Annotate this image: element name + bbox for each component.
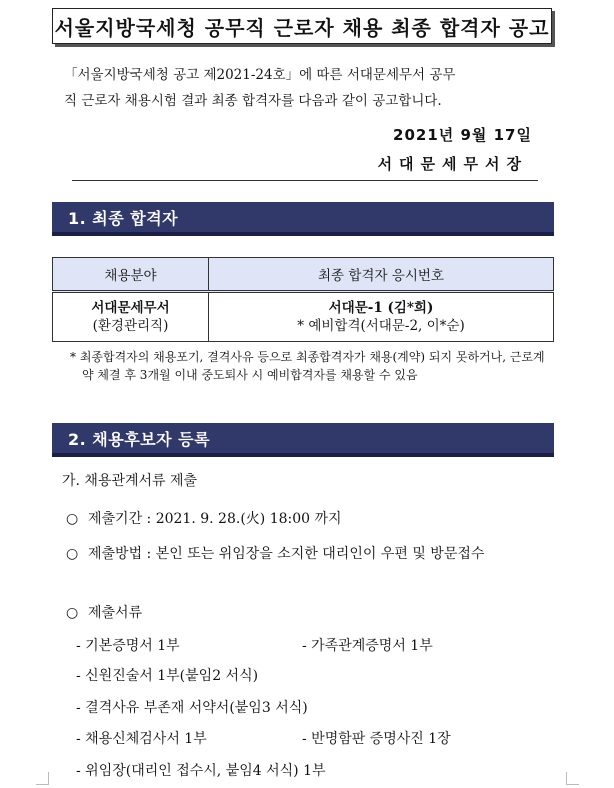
section-header-registration: 2. 채용후보자 등록	[52, 423, 554, 457]
subheading-documents: 가. 채용관계서류 제출	[62, 473, 198, 489]
bullet-text: 제출방법 : 본인 또는 위임장을 소지한 대리인이 우편 및 방문접수	[88, 546, 485, 562]
column-header-result: 최종 합격자 응시번호	[209, 258, 554, 292]
document-item: - 위임장(대리인 접수시, 붙임4 서식) 1부	[76, 763, 326, 779]
document-item: - 결격사유 부존재 서약서(붙임3 서식)	[76, 700, 308, 716]
document-row	[76, 759, 546, 783]
circle-bullet-icon: ○	[66, 546, 79, 562]
final-passer: 서대문-1 (김*희)	[328, 300, 434, 316]
document-item: - 반명함판 증명사진 1장	[302, 731, 451, 747]
page-title: 서울지방국세청 공무직 근로자 채용 최종 합격자 공고	[52, 8, 552, 44]
reserve-passer: * 예비합격(서대문-2, 이*순)	[297, 318, 465, 334]
circle-bullet-icon: ○	[66, 511, 79, 527]
intro-line-1: 「서울지방국세청 공고 제2021-24호」에 따른 서대문세무서 공무	[64, 67, 456, 83]
document-item: - 신원진술서 1부(붙임2 서식)	[76, 668, 259, 684]
final-results-table	[52, 257, 554, 342]
divider	[72, 180, 538, 181]
field-cell	[53, 292, 209, 342]
table-header-row	[53, 258, 554, 292]
section-header-final-results: 1. 최종 합격자	[52, 202, 554, 236]
table-row	[53, 292, 554, 342]
bullet-text: 제출서류	[88, 605, 143, 621]
document-item: - 기본증명서 1부	[76, 638, 180, 654]
reserve-note: * 최종합격자의 채용포기, 결격사유 등으로 최종합격자가 채용(계약) 되지 못하거나, 근로계약 체결 후 3개월 이내 중도퇴사 시 예비합격자를 채용할 수 있음	[70, 350, 545, 382]
circle-bullet-icon: ○	[66, 605, 79, 621]
page-corner-mark	[566, 772, 579, 785]
document-row	[76, 664, 546, 688]
bullet-method	[66, 541, 558, 567]
field-job: (환경관리직)	[92, 318, 169, 334]
intro-paragraph	[64, 62, 542, 114]
document-row	[76, 634, 546, 658]
bullet-text: 제출기간 : 2021. 9. 28.(火) 18:00 까지	[88, 511, 342, 527]
intro-line-2: 직 근로자 채용시험 결과 최종 합격자를 다음과 같이 공고합니다.	[64, 93, 442, 109]
document-row	[76, 696, 546, 720]
signer-name: 서대문세무서장	[377, 155, 528, 173]
document-item: - 채용신체검사서 1부	[76, 731, 207, 747]
bullet-documents	[66, 600, 558, 626]
announcement-date: 2021년 9월 17일	[393, 126, 532, 144]
document-row	[76, 727, 546, 751]
document-item: - 가족관계증명서 1부	[302, 638, 433, 654]
column-header-field: 채용분야	[53, 258, 209, 292]
bullet-deadline	[66, 506, 558, 532]
page-corner-mark	[36, 772, 49, 785]
result-cell	[209, 292, 554, 342]
field-office: 서대문세무서	[91, 300, 170, 316]
